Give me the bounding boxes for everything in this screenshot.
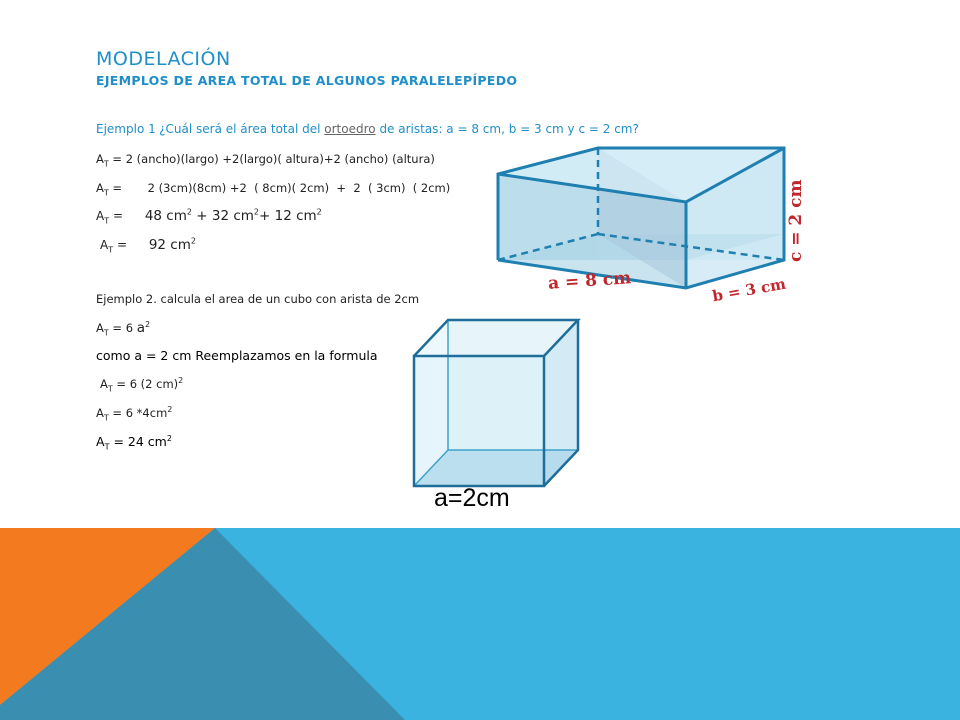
example2-result-line: $A_T = 24$ $cm^2$ [96, 434, 172, 452]
area-total-symbol: $A_T$ [96, 181, 109, 198]
cube-label: a=2cm [434, 484, 510, 512]
example1-formula: = 2 (ancho)(largo) +2(largo)( altura)+2 (ancho) (altura) [112, 152, 435, 166]
example1-number: 1 [148, 122, 156, 136]
area-total-symbol: $A_T$ [96, 152, 109, 169]
example1-question-start: ¿Cuál será el área total del [159, 122, 325, 136]
example1-sum-line [96, 207, 322, 225]
example2-step2: = 6 *4cm [112, 405, 168, 420]
prism-label-a: a = 8 cm [547, 268, 632, 294]
slide-title: MODELACIÓN [96, 48, 231, 70]
prism-label-b: b = 3 cm [711, 274, 788, 306]
example1-question [96, 122, 639, 136]
area-total-symbol: $A_T$ [96, 405, 109, 423]
example2-formula-line: $A_T = 6$ $a^2$ [96, 320, 151, 338]
equals-sign: = [116, 237, 127, 252]
cube-figure [410, 316, 582, 490]
area-total-symbol: $A_T$ [96, 208, 110, 225]
cube-front-face [414, 356, 544, 486]
equals-sign: = [112, 208, 123, 223]
area-total-symbol: $A_T$ [100, 376, 113, 394]
example1-total: 92 $cm^2$ [148, 236, 196, 253]
example2-formula: = 6 [112, 321, 134, 335]
example1-label: Ejemplo [96, 122, 145, 136]
area-total-symbol: $A_T$ [96, 434, 110, 452]
example2-result: = 24 cm [113, 434, 167, 450]
example1-question-end: de aristas: a = 8 cm, b = 3 cm y c = 2 cm? [375, 122, 639, 136]
example2-prompt: Ejemplo 2. calcula el area de un cubo con arista de 2cm [96, 292, 420, 306]
example2-replace-text: como a = 2 cm Reemplazamos en la formula [96, 348, 378, 363]
area-total-symbol: $A_T$ [100, 237, 114, 254]
ortoedro-link[interactable]: ortoedro [324, 122, 376, 136]
example1-total-line [100, 236, 196, 254]
rectangular-prism-figure [490, 140, 790, 300]
example2-step2-line: $A_T = 6$ $*4cm^2$ [96, 405, 173, 423]
area-total-symbol: $A_T$ [96, 321, 109, 338]
example1-substitution: = 2 (3cm)(8cm) +2 ( 8cm)( 2cm) + 2 ( 3cm) ( 2cm) [112, 181, 451, 195]
example1-formula-line [96, 152, 435, 168]
example1-substitution-line [96, 181, 450, 197]
slide-subtitle: EJEMPLOS DE AREA TOTAL DE ALGUNOS PARALELEPÍPEDO [96, 73, 518, 88]
example2-step1: = 6 (2 cm) [116, 376, 179, 391]
example1-sum: 48 $cm^2 + 32$ $cm^2+ 12$ $cm^2$ [144, 207, 322, 224]
prism-label-c: c = 2 cm [786, 179, 806, 262]
example2-formula-var: a [136, 320, 145, 336]
example2-step1-line: $A_T = 6$ (2 cm)$^2$ [100, 376, 184, 394]
